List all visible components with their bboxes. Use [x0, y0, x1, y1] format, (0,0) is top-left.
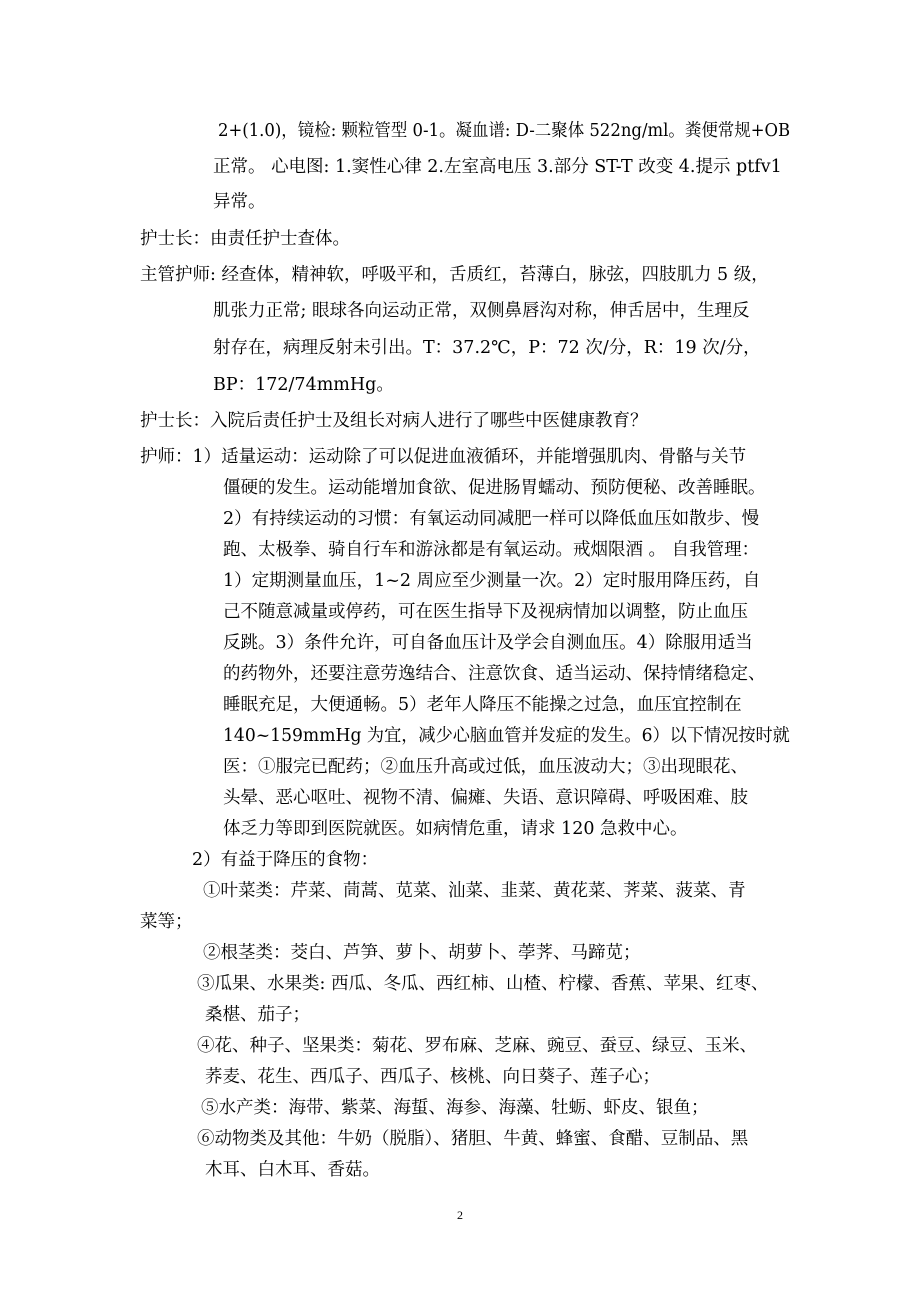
- text-line: 主管护师: 经查体，精神软，呼吸平和，舌质红，苔薄白，脉弦，四肢肌力 5 级，: [140, 265, 769, 285]
- text-line: 僵硬的发生。运动能增加食欲、促进肠胃蠕动、预防便秘、改善睡眠。: [223, 478, 766, 498]
- text-line: 头晕、恶心呕吐、视物不清、偏瘫、失语、意识障碍、呼吸困难、肢: [223, 788, 748, 808]
- text-line: ④花、种子、坚果类：菊花、罗布麻、芝麻、豌豆、蚕豆、绿豆、玉米、: [197, 1036, 757, 1056]
- text-line: 跑、太极拳、骑自行车和游泳都是有氧运动。戒烟限酒 。 自我管理：: [223, 540, 760, 560]
- text-line: 140~159mmHg 为宜，减少心脑血管并发症的发生。6）以下情况按时就: [223, 726, 790, 746]
- text-line: ②根茎类：茭白、芦笋、萝卜、胡萝卜、荸荠、马蹄苋；: [203, 943, 641, 963]
- text-line: 桑椹、茄子；: [205, 1005, 310, 1025]
- text-line: ⑥动物类及其他：牛奶（脱脂）、猪胆、牛黄、蜂蜜、食醋、豆制品、黑: [197, 1129, 749, 1149]
- text-line: 的药物外，还要注意劳逸结合、注意饮食、适当运动、保持情绪稳定、: [223, 664, 766, 684]
- text-line: 己不随意减量或停药，可在医生指导下及视病情加以调整，防止血压: [223, 602, 748, 622]
- text-line: 2）有持续运动的习惯：有氧运动同减肥一样可以降低血压如散步、慢: [223, 509, 760, 529]
- text-line: 2+(1.0)，镜检: 颗粒管型 0-1。凝血谱: D-二聚体 522ng/ml。粪便常规+OB: [218, 121, 791, 141]
- text-line: 医：①服完已配药；②血压升高或过低，血压波动大；③出现眼花、: [223, 757, 748, 777]
- text-line: 护士长：入院后责任护士及组长对病人进行了哪些中医健康教育？: [140, 411, 648, 431]
- text-line: 反跳。3）条件允许，可自备血压计及学会自测血压。4）除服用适当: [223, 633, 753, 653]
- text-line: 正常。 心电图: 1.窦性心律 2.左室高电压 3.部分 ST-T 改变 4.提示 ptfv1: [213, 157, 782, 177]
- text-line: 睡眠充足，大便通畅。5）老年人降压不能操之过急，血压宜控制在: [223, 695, 742, 715]
- text-line: ①叶菜类：芹菜、茼蒿、苋菜、汕菜、韭菜、黄花菜、荠菜、菠菜、青: [203, 881, 746, 901]
- text-line: 射存在，病理反射未引出。T：37.2℃，P：72 次/分，R：19 次/分，: [213, 338, 761, 358]
- text-line: ⑤水产类：海带、紫菜、海蜇、海参、海藻、牡蛎、虾皮、银鱼；: [201, 1098, 709, 1118]
- text-line: 木耳、白木耳、香菇。: [205, 1160, 380, 1180]
- page-number: 2: [457, 1208, 463, 1222]
- text-line: 菜等；: [140, 912, 193, 932]
- text-line: ③瓜果、水果类: 西瓜、冬瓜、西红柿、山楂、柠檬、香蕉、苹果、红枣、: [197, 974, 769, 994]
- text-line: 体乏力等即到医院就医。如病情危重，请求 120 急救中心。: [223, 819, 688, 839]
- text-line: 异常。: [213, 192, 266, 212]
- text-line: 护士长：由责任护士查体。: [140, 229, 350, 249]
- text-line: BP：172/74mmHg。: [213, 375, 394, 395]
- text-line: 荞麦、花生、西瓜子、西瓜子、核桃、向日葵子、莲子心；: [205, 1067, 660, 1087]
- text-line: 2）有益于降压的食物：: [192, 850, 379, 870]
- text-line: 1）定期测量血压，1~2 周应至少测量一次。2）定时服用降压药，自: [223, 571, 761, 591]
- text-line: 肌张力正常; 眼球各向运动正常，双侧鼻唇沟对称，伸舌居中，生理反: [213, 301, 750, 321]
- text-line: 护师：1）适量运动：运动除了可以促进血液循环，并能增强肌肉、骨骼与关节: [140, 447, 747, 467]
